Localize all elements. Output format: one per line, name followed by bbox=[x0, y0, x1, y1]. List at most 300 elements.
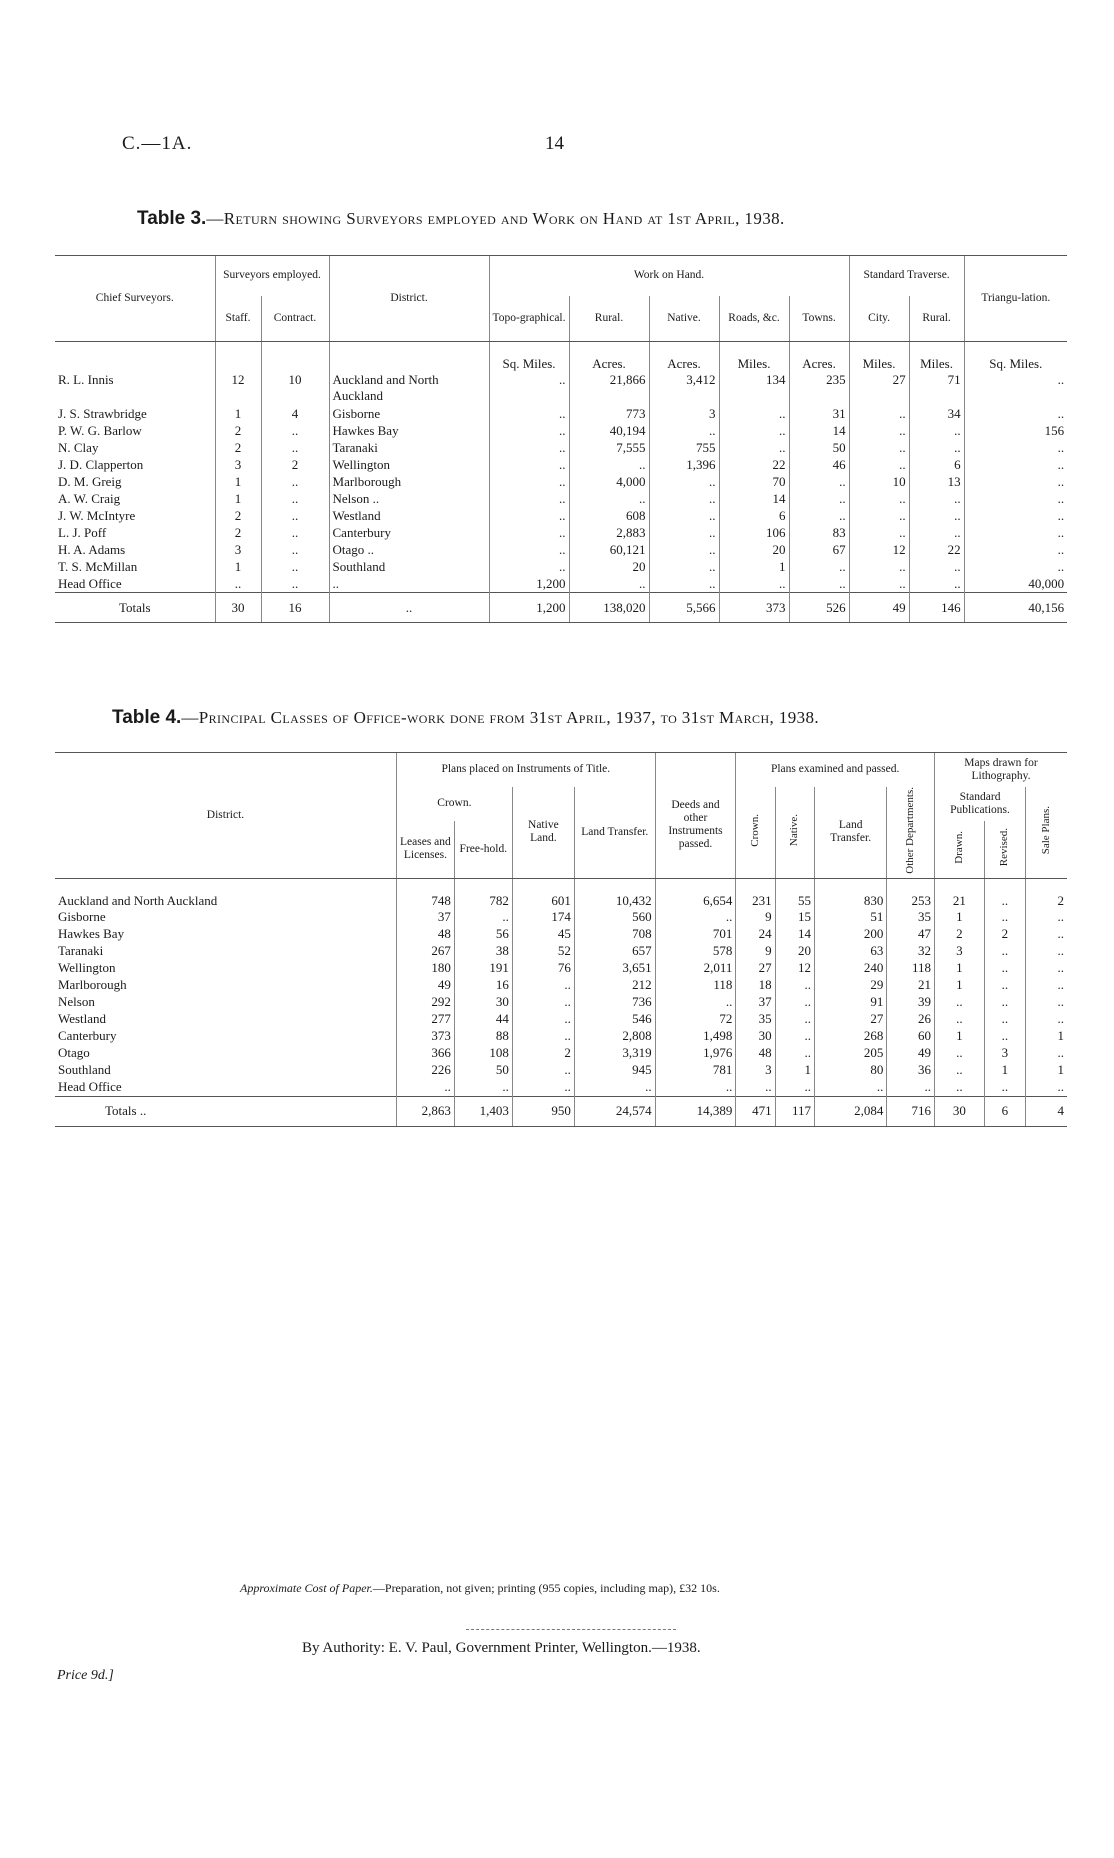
t3-total-roads: 373 bbox=[719, 593, 789, 623]
t3-native: .. bbox=[649, 559, 719, 576]
t3-triangulation: .. bbox=[1057, 558, 1065, 574]
t4-sale-plans: .. bbox=[1026, 1011, 1067, 1028]
table-row bbox=[55, 525, 1067, 542]
t4-ex-native: .. bbox=[775, 1028, 814, 1045]
t4-ex-native: 14 bbox=[775, 926, 814, 943]
t4-other-depts: 253 bbox=[887, 879, 935, 910]
t3-district: Marlborough bbox=[329, 474, 489, 491]
t4-ex-land-transfer: 91 bbox=[814, 994, 886, 1011]
t4-native-land: .. bbox=[512, 1028, 574, 1045]
table3 bbox=[55, 255, 1067, 623]
t4-leases: 267 bbox=[396, 943, 454, 960]
t4-sale-plans: .. bbox=[1026, 926, 1067, 943]
t4-ex-native: 15 bbox=[775, 909, 814, 926]
t4-ex-native: 1 bbox=[775, 1062, 814, 1079]
t4-district: Taranaki bbox=[58, 943, 104, 958]
t4-land-transfer: 945 bbox=[574, 1062, 655, 1079]
t3-topographical: .. bbox=[489, 491, 569, 508]
table-row bbox=[55, 1028, 1067, 1045]
t3-contract: .. bbox=[261, 559, 329, 576]
t4-district: Southland bbox=[58, 1062, 111, 1077]
t3-staff: 1 bbox=[215, 491, 261, 508]
t3-roads: .. bbox=[719, 406, 789, 423]
table-row bbox=[55, 1079, 1067, 1096]
t3-district: Westland bbox=[329, 508, 489, 525]
table-row bbox=[55, 559, 1067, 576]
t3-contract: .. bbox=[261, 542, 329, 559]
t3-district: Gisborne bbox=[329, 406, 489, 423]
table4-title: —Principal Classes of Office-work done from 31st April, 1937, to 31st March, 1938. bbox=[181, 708, 820, 727]
t4-sale-plans: .. bbox=[1026, 1045, 1067, 1062]
t4-freehold: 782 bbox=[454, 879, 512, 910]
t3-triangulation: .. bbox=[1057, 473, 1065, 489]
t4-district: Hawkes Bay bbox=[58, 926, 125, 941]
t3-city: .. bbox=[849, 457, 909, 474]
t4-drawn: .. bbox=[935, 1079, 985, 1096]
t3-roads: 14 bbox=[719, 491, 789, 508]
t3-st-rural: .. bbox=[909, 508, 964, 525]
table4-label: Table 4. bbox=[112, 707, 182, 728]
t4-revised: .. bbox=[984, 994, 1025, 1011]
t4-sale-plans: 2 bbox=[1026, 879, 1067, 910]
t3-native: .. bbox=[649, 525, 719, 542]
t4-freehold: .. bbox=[454, 909, 512, 926]
t4-head-revised: Revised. bbox=[984, 821, 1025, 879]
t4-revised: .. bbox=[984, 977, 1025, 994]
t4-district: Westland bbox=[58, 1011, 107, 1026]
t3-st-rural: 22 bbox=[909, 542, 964, 559]
t3-contract: 4 bbox=[261, 406, 329, 423]
t4-head-native-land: Native Land. bbox=[512, 787, 574, 879]
t3-head-roads: Roads, &c. bbox=[719, 296, 789, 342]
t4-district: Gisborne bbox=[58, 909, 106, 924]
t3-rural: 60,121 bbox=[569, 542, 649, 559]
t4-ex-land-transfer: 240 bbox=[814, 960, 886, 977]
t3-st-rural: .. bbox=[909, 559, 964, 576]
t4-freehold: 56 bbox=[454, 926, 512, 943]
t3-st-rural: .. bbox=[909, 491, 964, 508]
t4-land-transfer: 212 bbox=[574, 977, 655, 994]
t4-other-depts: 21 bbox=[887, 977, 935, 994]
t3-roads: 70 bbox=[719, 474, 789, 491]
t3-head-triangulation: Triangu-lation. bbox=[964, 256, 1067, 342]
t3-total-rural: 138,020 bbox=[569, 593, 649, 623]
t4-total-sale: 4 bbox=[1026, 1096, 1067, 1126]
t3-district: Hawkes Bay bbox=[329, 423, 489, 440]
t3-chief-surveyor: H. A. Adams bbox=[58, 541, 126, 557]
t4-head-other-depts: Other Departments. bbox=[887, 787, 935, 879]
t4-sale-plans: 1 bbox=[1026, 1062, 1067, 1079]
totals-row bbox=[55, 1096, 1067, 1126]
t4-deeds: .. bbox=[655, 994, 736, 1011]
t3-topographical: .. bbox=[489, 372, 569, 406]
document-reference: C.—1A. bbox=[122, 133, 193, 154]
t4-ex-land-transfer: 51 bbox=[814, 909, 886, 926]
t3-head-rural: Rural. bbox=[569, 296, 649, 342]
t3-contract: .. bbox=[261, 423, 329, 440]
t4-drawn: 1 bbox=[935, 977, 985, 994]
t3-contract: .. bbox=[261, 525, 329, 542]
t3-head-city: City. bbox=[849, 296, 909, 342]
t3-st-rural: 34 bbox=[909, 406, 964, 423]
t4-ex-native: .. bbox=[775, 977, 814, 994]
t4-ex-land-transfer: 268 bbox=[814, 1028, 886, 1045]
table-row bbox=[55, 943, 1067, 960]
t3-city: .. bbox=[849, 576, 909, 593]
t4-land-transfer: 2,808 bbox=[574, 1028, 655, 1045]
t3-staff: 3 bbox=[215, 542, 261, 559]
t3-towns: 50 bbox=[789, 440, 849, 457]
t3-total-native: 5,566 bbox=[649, 593, 719, 623]
t3-roads: 106 bbox=[719, 525, 789, 542]
t3-native: .. bbox=[649, 423, 719, 440]
t4-head-deeds: Deeds and other Instruments passed. bbox=[655, 753, 736, 851]
t4-ex-land-transfer: 63 bbox=[814, 943, 886, 960]
t3-chief-surveyor: R. L. Innis bbox=[58, 371, 114, 387]
t4-ex-land-transfer: 29 bbox=[814, 977, 886, 994]
t4-head-ex-crown: Crown. bbox=[736, 787, 775, 879]
t3-unit: Sq. Miles. bbox=[989, 355, 1043, 371]
t4-drawn: 1 bbox=[935, 960, 985, 977]
t4-ex-crown: 9 bbox=[736, 909, 775, 926]
t4-ex-crown: 9 bbox=[736, 943, 775, 960]
t3-roads: .. bbox=[719, 440, 789, 457]
t4-freehold: 44 bbox=[454, 1011, 512, 1028]
t3-contract: .. bbox=[261, 508, 329, 525]
t3-roads: 1 bbox=[719, 559, 789, 576]
t4-deeds: 781 bbox=[655, 1062, 736, 1079]
t4-district: Nelson bbox=[58, 994, 95, 1009]
t4-other-depts: 35 bbox=[887, 909, 935, 926]
t3-chief-surveyor: J. S. Strawbridge bbox=[58, 405, 147, 421]
t3-st-rural: 71 bbox=[909, 372, 964, 406]
t3-contract: .. bbox=[261, 576, 329, 593]
t4-leases: 180 bbox=[396, 960, 454, 977]
t4-freehold: 50 bbox=[454, 1062, 512, 1079]
t4-deeds: .. bbox=[655, 1079, 736, 1096]
t4-ex-crown: .. bbox=[736, 1079, 775, 1096]
t3-towns: 31 bbox=[789, 406, 849, 423]
t4-sale-plans: .. bbox=[1026, 994, 1067, 1011]
t3-native: .. bbox=[649, 508, 719, 525]
t4-head-plans-examined: Plans examined and passed. bbox=[736, 753, 935, 787]
t4-native-land: 601 bbox=[512, 879, 574, 910]
t3-towns: .. bbox=[789, 491, 849, 508]
table-row bbox=[55, 406, 1067, 423]
table-row bbox=[55, 576, 1067, 593]
t3-topographical: .. bbox=[489, 525, 569, 542]
t4-head-district: District. bbox=[55, 753, 396, 879]
t4-leases: 366 bbox=[396, 1045, 454, 1062]
t4-freehold: 108 bbox=[454, 1045, 512, 1062]
t4-head-plans-placed: Plans placed on Instruments of Title. bbox=[396, 753, 655, 787]
t3-city: .. bbox=[849, 508, 909, 525]
t4-land-transfer: 708 bbox=[574, 926, 655, 943]
t4-total-ex_lt: 2,084 bbox=[814, 1096, 886, 1126]
t4-ex-land-transfer: 27 bbox=[814, 1011, 886, 1028]
t4-freehold: 16 bbox=[454, 977, 512, 994]
t4-drawn: 21 bbox=[935, 879, 985, 910]
t3-towns: 83 bbox=[789, 525, 849, 542]
t4-total-leases: 2,863 bbox=[396, 1096, 454, 1126]
t3-total-contract: 16 bbox=[261, 593, 329, 623]
t4-leases: 49 bbox=[396, 977, 454, 994]
t3-rural: 773 bbox=[569, 406, 649, 423]
t3-total-st_rural: 146 bbox=[909, 593, 964, 623]
table-row bbox=[55, 994, 1067, 1011]
price: Price 9d.] bbox=[57, 1668, 114, 1683]
t3-district: Southland bbox=[329, 559, 489, 576]
t3-triangulation: .. bbox=[1057, 541, 1065, 557]
table-row bbox=[55, 1011, 1067, 1028]
t4-leases: 373 bbox=[396, 1028, 454, 1045]
t3-towns: 46 bbox=[789, 457, 849, 474]
t3-staff: 1 bbox=[215, 474, 261, 491]
t4-head-ex-native: Native. bbox=[775, 787, 814, 879]
t4-other-depts: 118 bbox=[887, 960, 935, 977]
t4-ex-land-transfer: 200 bbox=[814, 926, 886, 943]
t4-land-transfer: 3,651 bbox=[574, 960, 655, 977]
t3-contract: 2 bbox=[261, 457, 329, 474]
t4-district: Head Office bbox=[58, 1079, 122, 1094]
t4-leases: 277 bbox=[396, 1011, 454, 1028]
t3-unit: Acres. bbox=[789, 342, 849, 372]
t4-leases: 226 bbox=[396, 1062, 454, 1079]
t3-towns: .. bbox=[789, 576, 849, 593]
t3-rural: .. bbox=[569, 576, 649, 593]
t4-ex-crown: 37 bbox=[736, 994, 775, 1011]
t3-staff: 1 bbox=[215, 406, 261, 423]
t4-freehold: 88 bbox=[454, 1028, 512, 1045]
t3-triangulation: .. bbox=[1057, 490, 1065, 506]
t3-total-staff: 30 bbox=[215, 593, 261, 623]
t3-triangulation: .. bbox=[1057, 371, 1065, 387]
t3-roads: 6 bbox=[719, 508, 789, 525]
t3-st-rural: 6 bbox=[909, 457, 964, 474]
t3-total-towns: 526 bbox=[789, 593, 849, 623]
t3-head-surveyors: Surveyors employed. bbox=[215, 256, 329, 296]
t4-land-transfer: 736 bbox=[574, 994, 655, 1011]
t3-contract: .. bbox=[261, 491, 329, 508]
t3-chief-surveyor: L. J. Poff bbox=[58, 524, 107, 540]
t3-district: Otago .. bbox=[329, 542, 489, 559]
t4-other-depts: .. bbox=[887, 1079, 935, 1096]
table3-title: —Return showing Surveyors employed and Work on Hand at 1st April, 1938. bbox=[206, 209, 785, 228]
t3-roads: 20 bbox=[719, 542, 789, 559]
table-row bbox=[55, 1062, 1067, 1079]
t3-total-city: 49 bbox=[849, 593, 909, 623]
t3-contract: 10 bbox=[261, 372, 329, 406]
t3-contract: .. bbox=[261, 440, 329, 457]
t4-total-native: 950 bbox=[512, 1096, 574, 1126]
t4-total-district: Totals .. bbox=[55, 1096, 396, 1126]
t4-total-revised: 6 bbox=[984, 1096, 1025, 1126]
t3-topographical: .. bbox=[489, 559, 569, 576]
table-row bbox=[55, 909, 1067, 926]
t3-head-topo: Topo-graphical. bbox=[489, 296, 569, 342]
t4-head-drawn: Drawn. bbox=[935, 821, 985, 879]
t3-unit: Miles. bbox=[849, 342, 909, 372]
t3-city: 12 bbox=[849, 542, 909, 559]
t3-chief-surveyor: N. Clay bbox=[58, 439, 99, 455]
t4-ex-crown: 48 bbox=[736, 1045, 775, 1062]
t4-revised: .. bbox=[984, 943, 1025, 960]
t4-revised: .. bbox=[984, 1079, 1025, 1096]
table-row bbox=[55, 879, 1067, 910]
table-row bbox=[55, 491, 1067, 508]
t3-st-rural: .. bbox=[909, 576, 964, 593]
t3-total-tri: 40,156 bbox=[964, 593, 1067, 623]
t3-roads: .. bbox=[719, 576, 789, 593]
t4-ex-crown: 24 bbox=[736, 926, 775, 943]
t3-total-label: Totals bbox=[55, 593, 215, 623]
t4-native-land: 174 bbox=[512, 909, 574, 926]
t3-staff: 2 bbox=[215, 508, 261, 525]
table3-caption bbox=[137, 208, 785, 230]
t3-head-traverse: Standard Traverse. bbox=[849, 256, 964, 296]
t4-other-depts: 60 bbox=[887, 1028, 935, 1045]
t3-district: Wellington bbox=[329, 457, 489, 474]
t3-unit: Miles. bbox=[909, 342, 964, 372]
t3-triangulation: .. bbox=[1057, 507, 1065, 523]
t4-district: Wellington bbox=[58, 960, 116, 975]
t3-st-rural: .. bbox=[909, 423, 964, 440]
table-row bbox=[55, 423, 1067, 440]
t4-district: Canterbury bbox=[58, 1028, 117, 1043]
t3-staff: 3 bbox=[215, 457, 261, 474]
t3-towns: 14 bbox=[789, 423, 849, 440]
t4-freehold: .. bbox=[454, 1079, 512, 1096]
t4-district: Auckland and North Auckland bbox=[58, 893, 218, 908]
t3-staff: 2 bbox=[215, 423, 261, 440]
t3-roads: .. bbox=[719, 423, 789, 440]
t3-towns: .. bbox=[789, 474, 849, 491]
t4-district: Marlborough bbox=[58, 977, 127, 992]
t4-ex-land-transfer: 205 bbox=[814, 1045, 886, 1062]
t4-leases: 37 bbox=[396, 909, 454, 926]
t3-triangulation: .. bbox=[1057, 439, 1065, 455]
t3-towns: .. bbox=[789, 559, 849, 576]
t4-deeds: 72 bbox=[655, 1011, 736, 1028]
t3-city: .. bbox=[849, 491, 909, 508]
t3-rural: 40,194 bbox=[569, 423, 649, 440]
t4-drawn: .. bbox=[935, 994, 985, 1011]
t4-head-freehold: Free-hold. bbox=[454, 821, 512, 879]
t3-rural: 20 bbox=[569, 559, 649, 576]
t3-st-rural: .. bbox=[909, 525, 964, 542]
t4-land-transfer: 546 bbox=[574, 1011, 655, 1028]
t4-leases: .. bbox=[396, 1079, 454, 1096]
t3-native: .. bbox=[649, 491, 719, 508]
t3-city: 27 bbox=[849, 372, 909, 406]
table-row bbox=[55, 977, 1067, 994]
t3-head-native: Native. bbox=[649, 296, 719, 342]
table3-label: Table 3. bbox=[137, 208, 207, 229]
t4-freehold: 38 bbox=[454, 943, 512, 960]
t3-chief-surveyor: T. S. McMillan bbox=[58, 558, 138, 574]
t3-native: .. bbox=[649, 542, 719, 559]
t4-revised: 3 bbox=[984, 1045, 1025, 1062]
t3-district: .. bbox=[329, 576, 489, 593]
t4-deeds: 2,011 bbox=[655, 960, 736, 977]
table-row bbox=[55, 457, 1067, 474]
t4-sale-plans: 1 bbox=[1026, 1028, 1067, 1045]
t4-other-depts: 47 bbox=[887, 926, 935, 943]
table4-caption bbox=[112, 707, 819, 729]
t4-sale-plans: .. bbox=[1026, 960, 1067, 977]
t3-triangulation: 40,000 bbox=[1028, 575, 1065, 591]
t3-topographical: .. bbox=[489, 440, 569, 457]
t3-unit: Sq. Miles. bbox=[489, 342, 569, 372]
table-row bbox=[55, 960, 1067, 977]
t4-ex-crown: 231 bbox=[736, 879, 775, 910]
t4-revised: .. bbox=[984, 1011, 1025, 1028]
t3-rural: .. bbox=[569, 491, 649, 508]
t4-other-depts: 39 bbox=[887, 994, 935, 1011]
t4-ex-crown: 3 bbox=[736, 1062, 775, 1079]
t3-district: Nelson .. bbox=[329, 491, 489, 508]
t4-head-land-transfer: Land Transfer. bbox=[574, 787, 655, 879]
t4-drawn: .. bbox=[935, 1062, 985, 1079]
t4-deeds: 118 bbox=[655, 977, 736, 994]
t4-sale-plans: .. bbox=[1026, 1079, 1067, 1096]
t3-district: Canterbury bbox=[329, 525, 489, 542]
t3-rural: 608 bbox=[569, 508, 649, 525]
t3-head-st-rural: Rural. bbox=[909, 296, 964, 342]
t4-ex-crown: 18 bbox=[736, 977, 775, 994]
t4-other-depts: 32 bbox=[887, 943, 935, 960]
t3-native: 3,412 bbox=[649, 372, 719, 406]
t4-drawn: 3 bbox=[935, 943, 985, 960]
t4-ex-native: .. bbox=[775, 1045, 814, 1062]
t4-freehold: 191 bbox=[454, 960, 512, 977]
t4-native-land: .. bbox=[512, 1011, 574, 1028]
t4-total-ex_crown: 471 bbox=[736, 1096, 775, 1126]
t3-chief-surveyor: J. W. McIntyre bbox=[58, 507, 136, 523]
t4-native-land: 45 bbox=[512, 926, 574, 943]
t3-topographical: .. bbox=[489, 542, 569, 559]
t4-district: Otago bbox=[58, 1045, 90, 1060]
t4-revised: .. bbox=[984, 1028, 1025, 1045]
t4-land-transfer: 10,432 bbox=[574, 879, 655, 910]
t4-head-ex-land-transfer: Land Transfer. bbox=[814, 787, 886, 879]
t4-other-depts: 49 bbox=[887, 1045, 935, 1062]
t4-ex-land-transfer: 830 bbox=[814, 879, 886, 910]
footer-rule bbox=[466, 1629, 676, 1630]
t3-head-district: District. bbox=[329, 256, 489, 342]
t3-native: 755 bbox=[649, 440, 719, 457]
t4-head-maps: Maps drawn for Lithography. bbox=[935, 753, 1068, 787]
t4-sale-plans: .. bbox=[1026, 943, 1067, 960]
t3-contract: .. bbox=[261, 474, 329, 491]
t4-native-land: 2 bbox=[512, 1045, 574, 1062]
t4-ex-native: .. bbox=[775, 994, 814, 1011]
t3-chief-surveyor: P. W. G. Barlow bbox=[58, 422, 142, 438]
t3-triangulation: .. bbox=[1057, 456, 1065, 472]
cost-note bbox=[240, 1581, 720, 1596]
t4-deeds: 578 bbox=[655, 943, 736, 960]
t4-ex-native: 20 bbox=[775, 943, 814, 960]
t3-topographical: .. bbox=[489, 508, 569, 525]
t3-city: .. bbox=[849, 406, 909, 423]
t4-drawn: .. bbox=[935, 1045, 985, 1062]
totals-row bbox=[55, 593, 1067, 623]
t3-st-rural: .. bbox=[909, 440, 964, 457]
t4-drawn: 1 bbox=[935, 909, 985, 926]
t4-leases: 48 bbox=[396, 926, 454, 943]
t4-deeds: .. bbox=[655, 909, 736, 926]
t3-total-topo: 1,200 bbox=[489, 593, 569, 623]
